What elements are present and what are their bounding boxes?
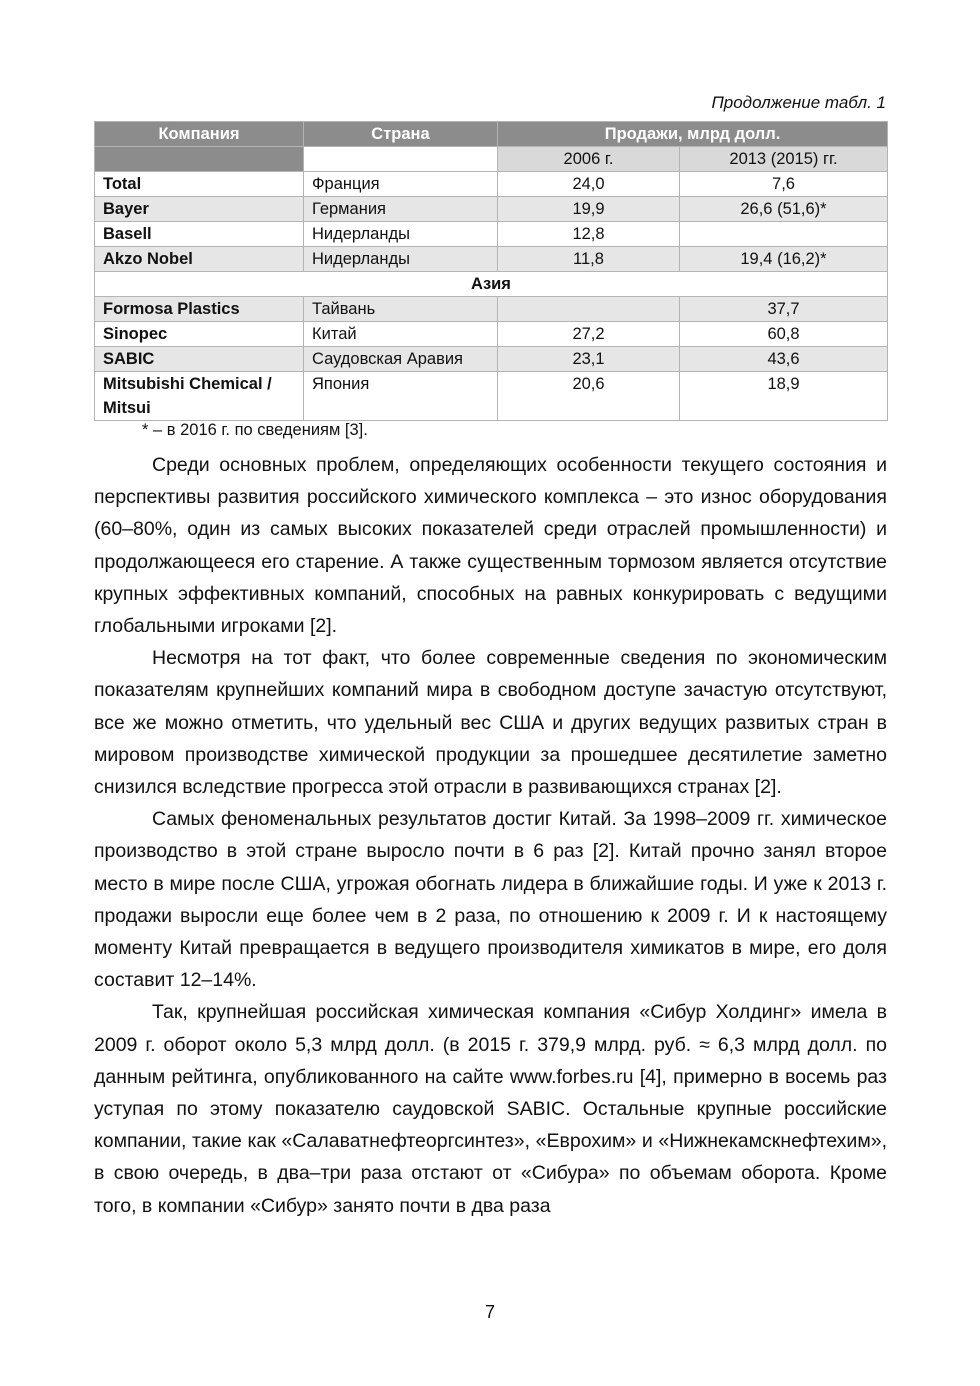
table-row — [95, 347, 888, 372]
table-row — [95, 247, 888, 272]
sales-2013-cell: 26,6 (51,6)* — [680, 197, 888, 222]
region-label: Азия — [95, 272, 888, 297]
company-cell: Formosa Plastics — [95, 297, 304, 322]
sales-table — [94, 121, 888, 421]
company-cell: Mitsubishi Chemical / Mitsui — [95, 372, 304, 421]
sales-2013-cell — [680, 222, 888, 247]
country-cell: Китай — [304, 322, 498, 347]
sales-2013-cell: 19,4 (16,2)* — [680, 247, 888, 272]
company-cell: Total — [95, 172, 304, 197]
header-company: Компания — [95, 122, 304, 147]
header-year-2006: 2006 г. — [498, 147, 680, 172]
region-row — [95, 272, 888, 297]
table-row — [95, 172, 888, 197]
company-cell: Bayer — [95, 197, 304, 222]
header-country-empty — [304, 147, 498, 172]
country-cell: Нидерланды — [304, 222, 498, 247]
sales-2013-cell: 60,8 — [680, 322, 888, 347]
page-number: 7 — [484, 1302, 495, 1322]
country-cell: Тайвань — [304, 297, 498, 322]
sales-2006-cell: 24,0 — [498, 172, 680, 197]
company-cell: SABIC — [95, 347, 304, 372]
paragraph: Так, крупнейшая российская химическая компания «Сибур Холдинг» имела в 2009 г. оборот около 5,3 млрд долл. (в 2015 г. 379,9 млрд. руб. ≈ 6,3 млрд долл. по данным рейтинга, опубликованного на сайте www.forbes.ru [4], примерно в восемь раз уступая по этому показателю саудовской SABIC. Остальные крупные российские компании, такие как «Салаватнефтеоргсинтез», «Еврохим» и «Нижнекамскнефтехим», в свою очередь, в два–три раза отстают от «Сибура» по объемам оборота. Кроме того, в компании «Сибур» занято почти в два раза — [94, 1001, 887, 1217]
body-text — [94, 449, 887, 1222]
table-row — [95, 197, 888, 222]
header-country: Страна — [304, 122, 498, 147]
country-cell: Нидерланды — [304, 247, 498, 272]
company-cell: Basell — [95, 222, 304, 247]
sales-2006-cell — [498, 297, 680, 322]
table-row — [95, 222, 888, 247]
sales-2006-cell: 27,2 — [498, 322, 680, 347]
sales-2013-cell: 37,7 — [680, 297, 888, 322]
sales-2013-cell: 18,9 — [680, 372, 888, 421]
company-cell: Sinopec — [95, 322, 304, 347]
paragraph: Несмотря на тот факт, что более современные сведения по экономическим показателям крупнейших компаний мира в свободном доступе зачастую отсутствуют, все же можно отметить, что удельный вес США и других ведущих развитых стран в мировом производстве химической продукции за прошедшее десятилетие заметно снизился вследствие прогресса этой отрасли в развивающихся странах [2]. — [94, 647, 887, 799]
paragraph: Самых феноменальных результатов достиг Китай. За 1998–2009 гг. химическое производство в этой стране выросло почти в 6 раз [2]. Китай прочно занял второе место в мире после США, угрожая обогнать лидера в ближайшие годы. И уже к 2013 г. продажи выросли еще более чем в 2 раза, по отношению к 2009 г. И к настоящему моменту Китай превращается в ведущего производителя химикатов в мире, его доля составит 12–14%. — [94, 808, 887, 992]
country-cell: Германия — [304, 197, 498, 222]
table-row — [95, 372, 888, 421]
sales-2006-cell: 11,8 — [498, 247, 680, 272]
header-year-2013: 2013 (2015) гг. — [680, 147, 888, 172]
header-company-empty — [95, 147, 304, 172]
paragraph: Среди основных проблем, определяющих особенности текущего состояния и перспективы развития российского химического комплекса – это износ оборудования (60–80%, один из самых высоких показателей среди отраслей промышленности) и продолжающееся его старение. А также существенным тормозом является отсутствие крупных эффективных компаний, способных на равных конкурировать с ведущими глобальными игроками [2]. — [94, 454, 887, 638]
sales-2013-cell: 43,6 — [680, 347, 888, 372]
table-row — [95, 322, 888, 347]
table-row — [95, 297, 888, 322]
sales-2006-cell: 23,1 — [498, 347, 680, 372]
header-sales: Продажи, млрд долл. — [498, 122, 888, 147]
sales-2006-cell: 19,9 — [498, 197, 680, 222]
country-cell: Япония — [304, 372, 498, 421]
country-cell: Саудовская Аравия — [304, 347, 498, 372]
sales-2006-cell: 12,8 — [498, 222, 680, 247]
sales-2013-cell: 7,6 — [680, 172, 888, 197]
country-cell: Франция — [304, 172, 498, 197]
table-footnote: * – в 2016 г. по сведениям [3]. — [142, 421, 368, 439]
sales-2006-cell: 20,6 — [498, 372, 680, 421]
table-caption: Продолжение табл. 1 — [711, 93, 886, 112]
company-cell: Akzo Nobel — [95, 247, 304, 272]
